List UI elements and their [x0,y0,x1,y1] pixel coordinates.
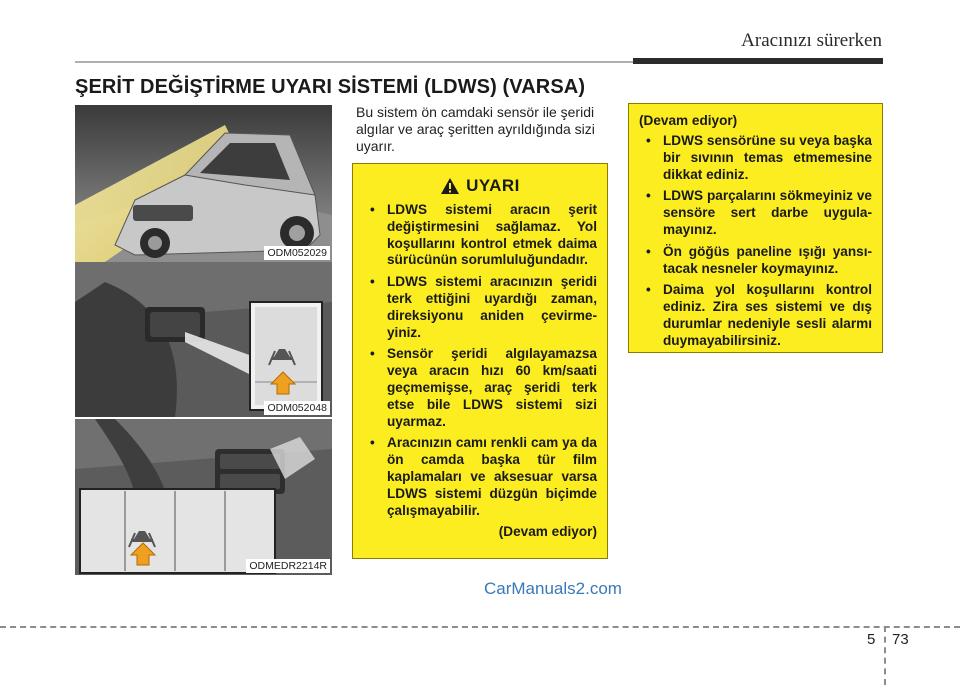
list-item: • LDWS sistemi aracınızın şeridi terk ettiğini uyardığı zaman, direksiyonu aniden çevirmeyiniz. [370,274,597,340]
warning-triangle-icon [440,177,460,195]
figure-code: ODM052048 [264,401,330,415]
header-rule-accent [633,58,883,64]
list-item: • LDWS sensörüne su veya başka bir sıvının temas etmemesine dikkat ediniz. [646,133,872,182]
continued-label: (Devam ediyor) [498,524,597,540]
suv-illustration [75,105,332,262]
switch-panel-illustration [75,419,332,575]
list-item: • Sensör şeridi algılayamazsa veya aracın hızı 60 km/saati geçmemişse, araç şeridi terk etse bile LDWS sistemi sizi uyarmaz. [370,346,597,429]
header-rule [75,61,633,63]
footer-rule [0,626,960,628]
list-item: • LDWS sistemi aracın şerit değiştirmesini sağlamaz. Yol koşullarını kontrol etmek daima sürücünün sorumluluğundadır. [370,202,597,268]
continued-list [639,133,872,350]
warning-header [363,176,597,196]
footer-divider [884,626,886,685]
section-number: 5 [867,631,876,648]
figure-suv-sensor [75,105,332,262]
figure-switch-panel [75,419,332,575]
warning-box [352,163,608,559]
warning-title: UYARI [466,176,520,195]
chapter-title: Aracınızı sürerken [741,30,882,51]
continued-header: (Devam ediyor) [639,113,738,128]
list-item: • Aracınızın camı renkli cam ya da ön camda başka tür film kaplamaları ve aksesuar varsa LDWS sistemi düzgün biçimde çalışmayabilir. [370,435,597,518]
page-number: 73 [892,631,909,648]
list-item: • Daima yol koşullarını kontrol ediniz. Zira ses sistemi ve dış durumlar nedeniyle sesli alarmı duymayabilirsiniz. [646,282,872,348]
section-title: ŞERİT DEĞİŞTİRME UYARI SİSTEMİ (LDWS) (VARSA) [75,76,586,98]
figure-code: ODM052029 [264,246,330,260]
watermark-link[interactable]: CarManuals2.com [484,579,622,598]
figure-code: ODMEDR2214R [246,559,330,573]
dashboard-illustration [75,262,332,417]
warning-list [363,202,597,519]
list-item: • LDWS parçalarını sökmeyiniz ve sensöre sert darbe uygulamayınız. [646,188,872,237]
intro-paragraph: Bu sistem ön camdaki sensör ile şeridi algılar ve araç şeritten ayrıldığında sizi uyarır. [356,104,595,154]
list-item: • Ön göğüs paneline ışığı yansıtacak nesneler koymayınız. [646,243,872,276]
figure-dashboard-switch [75,262,332,417]
continued-box [628,103,883,353]
